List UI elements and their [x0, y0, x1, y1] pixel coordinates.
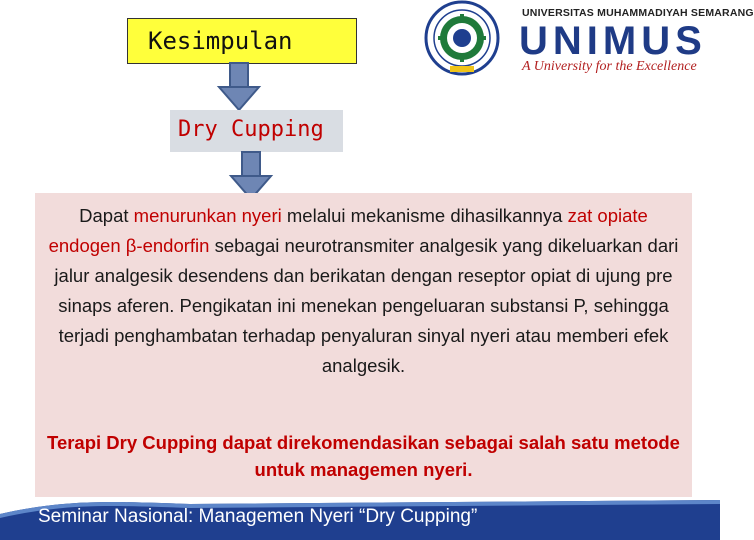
- university-acronym: UNIMUS: [519, 19, 707, 63]
- paragraph-text: sebagai neurotransmiter analgesik yang dikeluarkan dari jalur analgesik desendens dan berikatan dengan reseptor opiat di ujung pre sinaps aferen. Pengikatan ini menekan pengeluaran substansi P, sehingga terjadi penghambatan terhadap penyaluran sinyal nyeri atau memberi efek analgesik.: [54, 235, 679, 376]
- topic-label: Dry Cupping: [178, 117, 324, 142]
- paragraph-text: melalui mekanisme dihasilkannya: [281, 205, 568, 226]
- content-box: [35, 193, 692, 497]
- university-tagline: A University for the Excellence: [522, 59, 697, 74]
- explanation-paragraph: [45, 201, 682, 381]
- title-box: [127, 18, 357, 64]
- university-seal-icon: [414, 0, 514, 76]
- down-arrow-icon: [218, 63, 260, 111]
- highlight-endorphin: zat opiate endogen β-endorfin: [48, 205, 648, 256]
- slide-title: Kesimpulan: [148, 27, 293, 55]
- highlight-pain-reduction: menurunkan nyeri: [133, 205, 282, 226]
- conclusion-statement: Terapi Dry Cupping dapat direkomendasikan sebagai salah satu metode untuk managemen nyeri.: [47, 432, 680, 480]
- university-full-name: UNIVERSITAS MUHAMMADIYAH SEMARANG: [522, 7, 754, 19]
- topic-label-box: [170, 110, 343, 152]
- footer-text: Seminar Nasional: Managemen Nyeri “Dry Cupping”: [38, 506, 478, 527]
- paragraph-text: Dapat: [79, 205, 134, 226]
- unimus-logo: [414, 0, 754, 78]
